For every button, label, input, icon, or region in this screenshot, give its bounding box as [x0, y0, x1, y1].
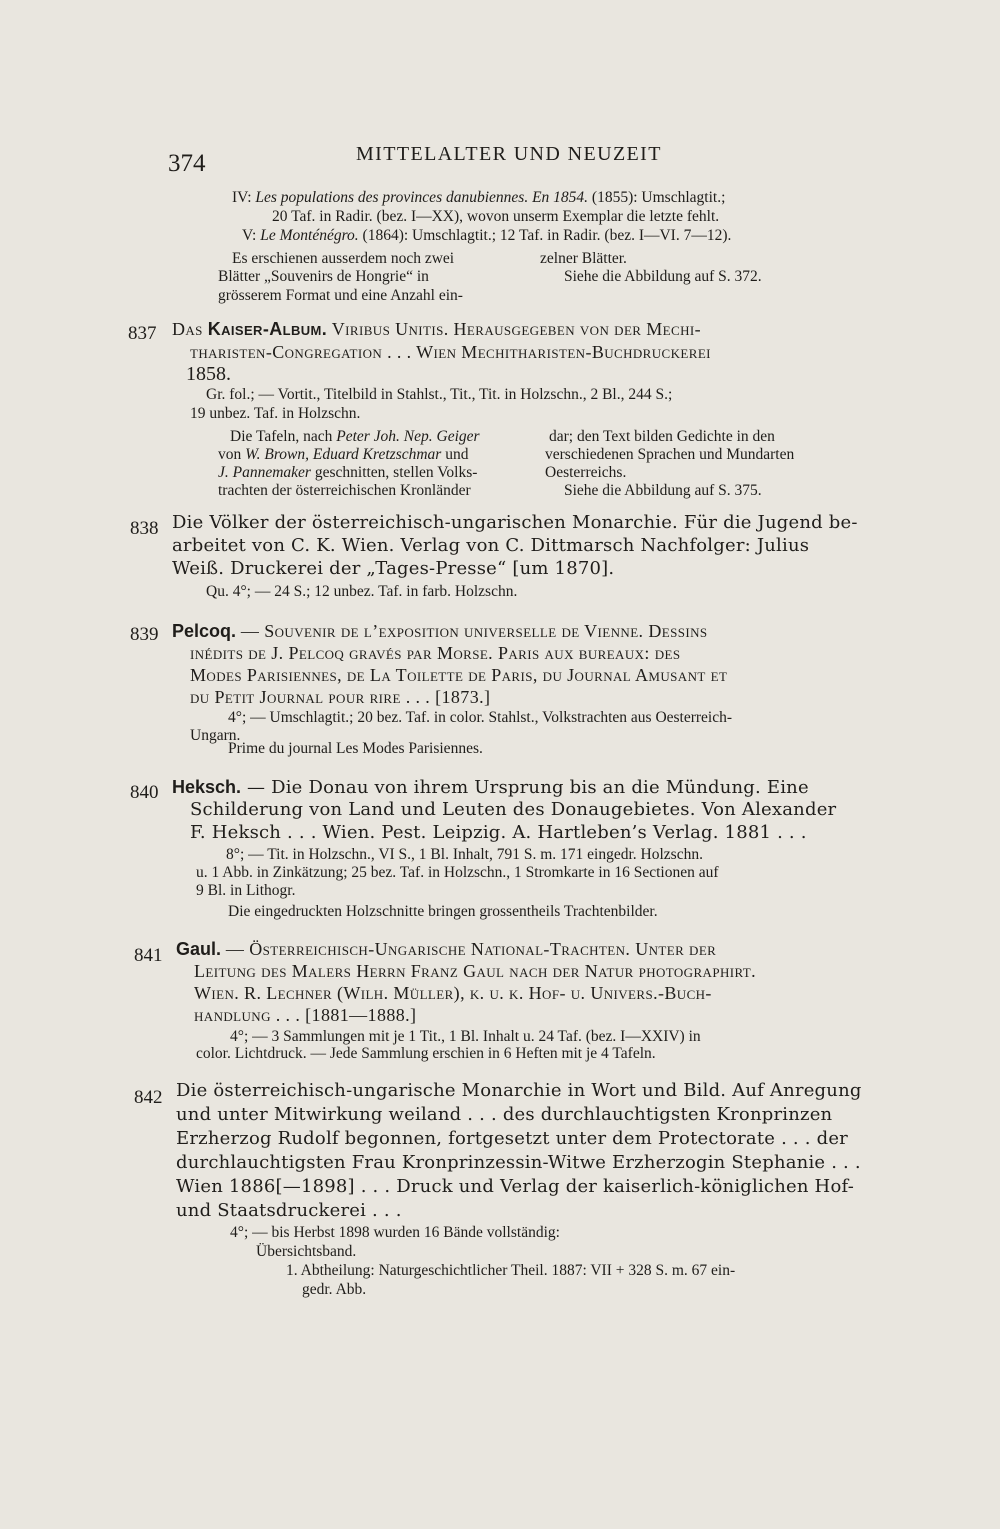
entry-840-title-2: Schilderung von Land und Leuten des Donaugebietes. Von Alexander — [190, 799, 837, 820]
entry-841-desc-1: 4°; — 3 Sammlungen mit je 1 Tit., 1 Bl. Inhalt u. 24 Taf. (bez. I—XXIV) in — [230, 1028, 701, 1045]
entry-837-note-left-3: J. Pannemaker geschnitten, stellen Volks- — [218, 464, 478, 481]
entry-837-note-right-4: Siehe die Abbildung auf S. 375. — [564, 482, 762, 499]
cont-note-left-3: grösserem Format und eine Anzahl ein- — [218, 287, 463, 304]
cont-note-left-1: Es erschienen ausserdem noch zwei — [232, 250, 455, 267]
entry-839-title-4: du Petit Journal pour rire . . . [1873.] — [190, 687, 491, 707]
entry-839-title-2: inédits de J. Pelcoq gravés par Morse. Paris aux bureaux: des — [190, 643, 681, 663]
entry-840-title-1: Heksch. — Die Donau von ihrem Ursprung bis an die Mündung. Eine — [172, 777, 809, 798]
entry-838-desc-1: Qu. 4°; — 24 S.; 12 unbez. Taf. in farb. Holzschn. — [206, 583, 518, 600]
page-number: 374 — [168, 150, 206, 177]
entry-841-title-1: Gaul. — Österreichisch-Ungarische National-Trachten. Unter der — [176, 939, 717, 959]
entry-842-title-2: und unter Mitwirkung weiland . . . des durchlauchtigsten Kronprinzen — [176, 1104, 833, 1125]
cont-line-3: V: Le Monténégro. (1864): Umschlagtit.; 12 Taf. in Radir. (bez. I—VI. 7—12). — [242, 227, 732, 244]
entry-842-desc-2: Übersichtsband. — [256, 1243, 357, 1260]
cont-line-1: IV: Les populations des provinces danubiennes. En 1854. (1855): Umschlagtit.; — [232, 189, 726, 206]
cont-line-2: 20 Taf. in Radir. (bez. I—XX), wovon unserm Exemplar die letzte fehlt. — [272, 208, 720, 225]
entry-840-desc-3: 9 Bl. in Lithogr. — [196, 882, 296, 899]
entry-number: 838 — [130, 518, 159, 539]
entry-838-title-2: arbeitet von C. K. Wien. Verlag von C. Dittmarsch Nachfolger: Julius — [172, 535, 810, 556]
entry-838-title-1: Die Völker der österreichisch-ungarischen Monarchie. Für die Jugend be- — [172, 512, 858, 533]
entry-837-note-left-4: trachten der österreichischen Kronländer — [218, 482, 471, 499]
entry-number: 841 — [134, 945, 163, 966]
entry-841-title-3: Wien. R. Lechner (Wilh. Müller), k. u. k. Hof- u. Univers.-Buch- — [194, 983, 712, 1003]
cont-note-right-2: Siehe die Abbildung auf S. 372. — [564, 268, 762, 285]
entry-839-title-3: Modes Parisiennes, de La Toilette de Paris, du Journal Amusant et — [190, 665, 728, 685]
entry-number: 839 — [130, 624, 159, 645]
entry-839-desc-2: Ungarn. — [190, 727, 241, 744]
entry-842-title-4: durchlauchtigsten Frau Kronprinzessin-Witwe Erzherzogin Stephanie . . . — [176, 1152, 861, 1173]
entry-837-year: 1858. — [186, 363, 231, 385]
entry-837-desc-2: 19 unbez. Taf. in Holzschn. — [190, 405, 361, 422]
entry-837-desc-1: Gr. fol.; — Vortit., Titelbild in Stahlst., Tit., Tit. in Holzschn., 2 Bl., 244 S.; — [206, 386, 673, 403]
entry-837-title-1: Das Kaiser-Album. Viribus Unitis. Herausgegeben von der Mechi- — [172, 319, 701, 339]
entry-838-title-3: Weiß. Druckerei der „Tages-Presse“ [um 1870]. — [172, 558, 615, 579]
cont-note-left-2: Blätter „Souvenirs de Hongrie“ in — [218, 268, 429, 285]
entry-842-title-5: Wien 1886[—1898] . . . Druck und Verlag der kaiserlich-königlichen Hof- — [176, 1176, 854, 1197]
cont-note-right-1: zelner Blätter. — [540, 250, 627, 267]
entry-837-note-right-2: verschiedenen Sprachen und Mundarten — [545, 446, 795, 463]
entry-841-title-4: handlung . . . [1881—1888.] — [194, 1005, 417, 1025]
entry-842-title-1: Die österreichisch-ungarische Monarchie in Wort und Bild. Auf Anregung — [176, 1080, 862, 1101]
entry-837-note-left-2: von W. Brown, Eduard Kretzschmar und — [218, 446, 469, 463]
entry-839-desc-1: 4°; — Umschlagtit.; 20 bez. Taf. in color. Stahlst., Volkstrachten aus Oesterreich- — [228, 709, 733, 726]
entry-841-desc-2: color. Lichtdruck. — Jede Sammlung erschien in 6 Heften mit je 4 Tafeln. — [196, 1045, 656, 1062]
entry-839-desc-3: Prime du journal Les Modes Parisiennes. — [228, 740, 483, 757]
entry-number: 837 — [128, 323, 157, 344]
running-title: MITTELALTER UND NEUZEIT — [356, 143, 662, 165]
entry-number: 842 — [134, 1087, 163, 1108]
entry-840-desc-2: u. 1 Abb. in Zinkätzung; 25 bez. Taf. in Holzschn., 1 Stromkarte in 16 Sectionen auf — [196, 864, 719, 881]
entry-842-title-3: Erzherzog Rudolf begonnen, fortgesetzt unter dem Protectorate . . . der — [176, 1128, 848, 1149]
entry-837-note-right-3: Oesterreichs. — [545, 464, 627, 481]
entry-837-title-2: tharisten-Congregation . . . Wien Mechitharisten-Buchdruckerei — [190, 342, 711, 362]
entry-840-title-3: F. Heksch . . . Wien. Pest. Leipzig. A. Hartleben’s Verlag. 1881 . . . — [190, 822, 807, 843]
entry-837-note-left-1: Die Tafeln, nach Peter Joh. Nep. Geiger — [230, 428, 480, 445]
entry-841-title-2: Leitung des Malers Herrn Franz Gaul nach der Natur photographirt. — [194, 961, 756, 981]
entry-842-title-6: und Staatsdruckerei . . . — [176, 1200, 402, 1221]
entry-837-note-right-1: dar; den Text bilden Gedichte in den — [549, 428, 775, 445]
entry-840-desc-1: 8°; — Tit. in Holzschn., VI S., 1 Bl. Inhalt, 791 S. m. 171 eingedr. Holzschn. — [226, 846, 703, 863]
entry-840-desc-4: Die eingedruckten Holzschnitte bringen grossentheils Trachtenbilder. — [228, 903, 658, 920]
entry-839-title-1: Pelcoq. — Souvenir de l’exposition universelle de Vienne. Dessins — [172, 621, 708, 641]
entry-842-desc-3: 1. Abtheilung: Naturgeschichtlicher Theil. 1887: VII + 328 S. m. 67 ein- — [286, 1262, 736, 1279]
entry-number: 840 — [130, 782, 159, 803]
entry-842-desc-1: 4°; — bis Herbst 1898 wurden 16 Bände vollständig: — [230, 1224, 560, 1241]
entry-842-desc-4: gedr. Abb. — [302, 1281, 367, 1298]
